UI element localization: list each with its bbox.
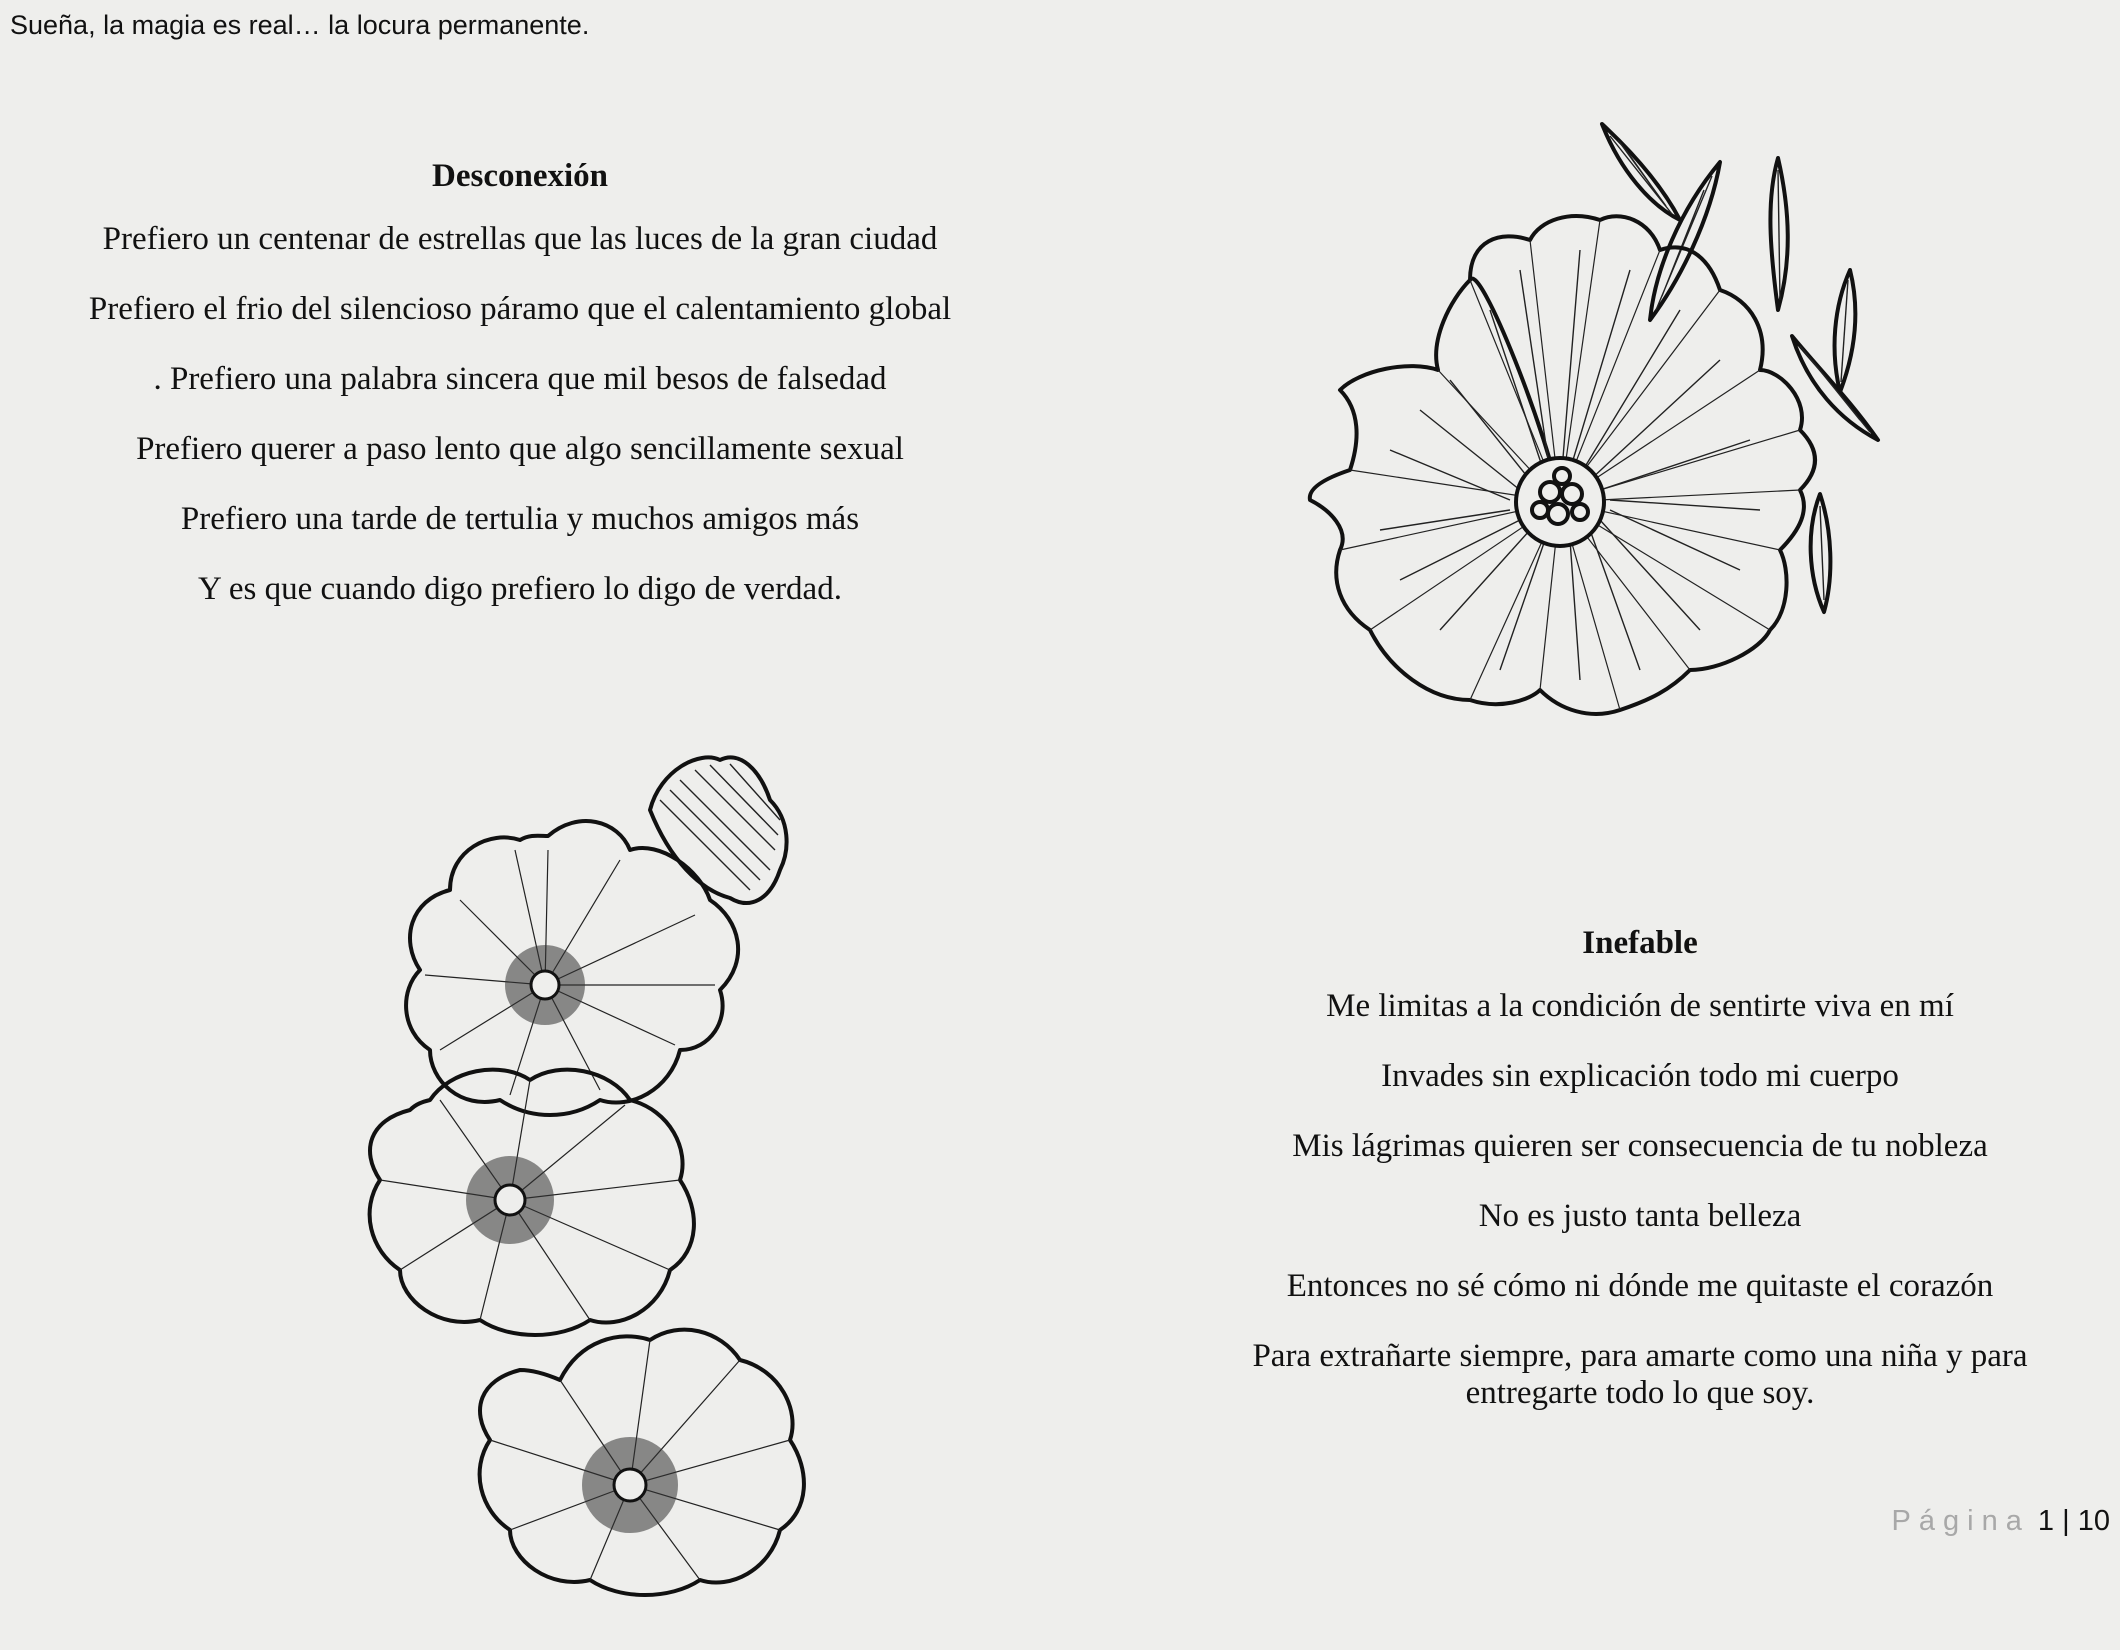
poem-line: No es justo tanta belleza (1478, 1198, 1802, 1234)
poem-line: Me limitas a la condición de sentirte viva en mí (1326, 988, 1954, 1024)
page-separator: | (2062, 1505, 2070, 1537)
page-label: Página (1891, 1505, 2030, 1537)
poem-line: Mis lágrimas quieren ser consecuencia de tu nobleza (1292, 1128, 1988, 1164)
flower-bud (650, 757, 787, 903)
cosmos-flower-illustration (1300, 110, 1900, 730)
poem-line: . Prefiero una palabra sincera que mil besos de falsedad (153, 361, 887, 397)
page-total: 10 (2077, 1505, 2110, 1537)
mallow-flower-middle (370, 1070, 694, 1335)
mallow-flower-bottom (480, 1330, 804, 1595)
falling-petals (1602, 124, 1878, 612)
page-current: 1 (2037, 1505, 2055, 1537)
cosmos-center (1516, 458, 1604, 546)
poem-line: Invades sin explicación todo mi cuerpo (1381, 1058, 1899, 1094)
poem-line: Prefiero un centenar de estrellas que las luces de la gran ciudad (102, 221, 938, 257)
poem-line: Prefiero querer a paso lento que algo sencillamente sexual (136, 431, 904, 467)
poem-line: Prefiero una tarde de tertulia y muchos amigos más (180, 501, 860, 537)
poem-desconexion (20, 158, 1020, 639)
mallow-flowers-illustration (300, 740, 880, 1620)
poem-inefable (1190, 925, 2090, 1446)
page-header: Sueña, la magia es real… la locura permanente. (10, 10, 590, 40)
poem-line: Y es que cuando digo prefiero lo digo de verdad. (198, 571, 842, 607)
page-number (1892, 1505, 2110, 1538)
poem-line: Entonces no sé cómo ni dónde me quitaste el corazón (1286, 1268, 1994, 1304)
poem-line: entregarte todo lo que soy. (1465, 1375, 1815, 1411)
poem-title: Inefable (1582, 925, 1698, 961)
poem-line: Para extrañarte siempre, para amarte como una niña y para (1252, 1338, 2028, 1374)
poem-title: Desconexión (432, 158, 608, 194)
poem-line: Prefiero el frio del silencioso páramo que el calentamiento global (88, 291, 952, 327)
